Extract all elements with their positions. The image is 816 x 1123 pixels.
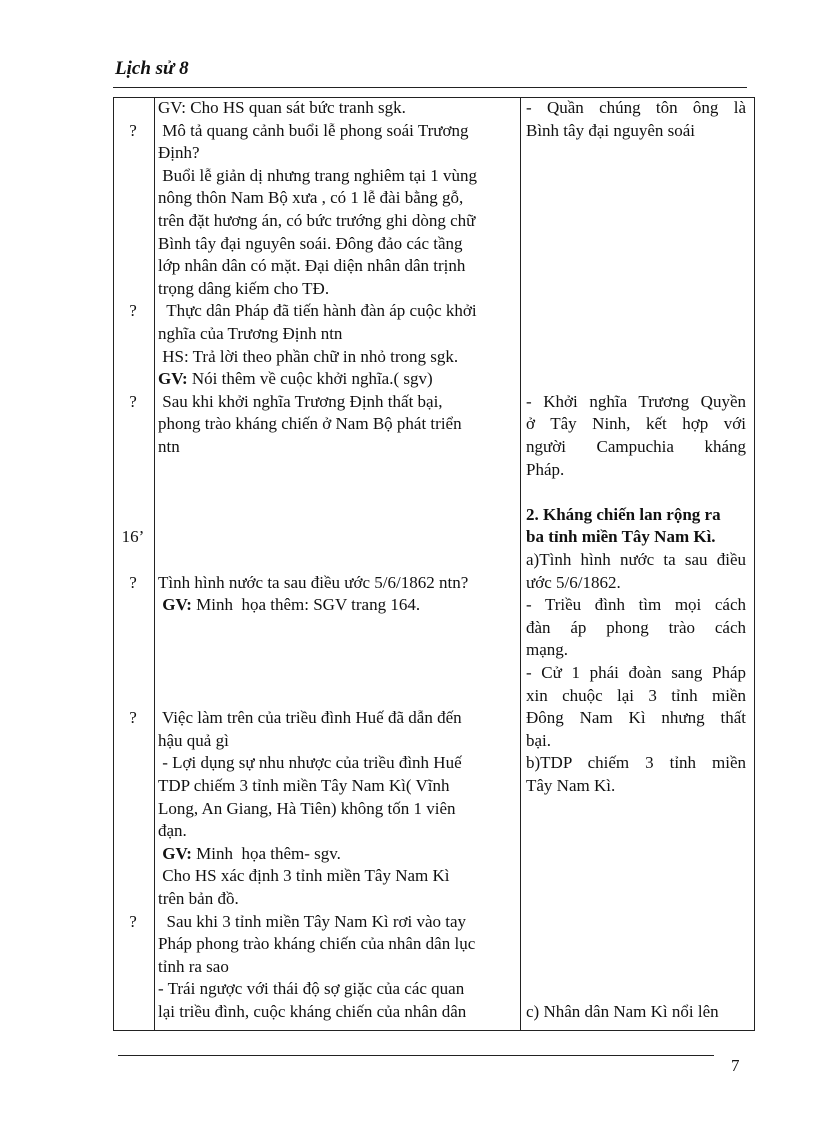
middle-line: TDP chiếm 3 tỉnh miền Tây Nam Kì( Vĩnh [158,776,450,795]
right-line: b)TDP chiếm 3 tỉnh miền [526,753,746,773]
middle-line: nông thôn Nam Bộ xưa , có 1 lễ đài bằng gỗ, [158,188,464,208]
right-line: mạng. [526,640,569,660]
right-line: - Cử 1 phái đoàn sang Pháp [526,663,746,682]
footer-rule [118,1055,714,1056]
middle-line: Cho HS xác định 3 tỉnh miền Tây Nam Kì [158,866,450,886]
middle-line: Sau khi 3 tỉnh miền Tây Nam Kì rơi vào tay [158,911,467,931]
gv-label: GV: [162,595,192,615]
right-line: bại. [526,730,552,750]
middle-line-rest: Minh họa thêm: SGV trang 164. [191,595,421,615]
middle-line: tỉnh ra sao [158,956,229,976]
middle-line: trên đặt hương án, có bức trướng ghi dòng chữ [158,211,476,230]
middle-line: GV: Cho HS quan sát bức tranh sgk. [158,98,406,117]
row-time: 16’ [121,527,145,547]
middle-line: đạn. [158,821,187,841]
page-number: 7 [731,1056,740,1075]
middle-line: phong trào kháng chiến ở Nam Bộ phát triển [158,414,462,434]
column-divider-1 [154,98,155,1030]
right-line: - Khởi nghĩa Trương Quyền [526,391,746,411]
middle-line: Mô tả quang cảnh buổi lễ phong soái Trương [158,120,469,140]
right-line: ước 5/6/1862. [526,572,621,592]
middle-line: lớp nhân dân có mặt. Đại diện nhân dân trịnh [158,256,466,276]
middle-line: trọng dâng kiếm cho TĐ. [158,278,330,298]
middle-line: Pháp phong trào kháng chiến của nhân dân lục [158,934,476,954]
middle-line: Bình tây đại nguyên soái. Đông đảo các tầng [158,233,463,253]
right-line: ba tỉnh miền Tây Nam Kì. [526,527,716,547]
middle-line-rest: Nói thêm về cuộc khởi nghĩa.( sgv) [187,369,433,389]
middle-line: Thực dân Pháp đã tiến hành đàn áp cuộc khởi [158,301,477,321]
question-mark: ? [129,120,137,140]
question-mark: ? [129,911,137,931]
right-line: - Quần chúng tôn ông là [526,98,746,117]
right-line: Pháp. [526,459,565,479]
right-line: Bình tây đại nguyên soái [526,120,696,140]
right-line: đàn áp phong trào cách [526,617,746,637]
middle-line: trên bản đồ. [158,889,239,908]
right-line: a)Tình hình nước ta sau điều [526,550,746,569]
middle-line: Tình hình nước ta sau điều ước 5/6/1862 ntn? [158,572,469,592]
question-mark: ? [129,301,137,321]
middle-line: nghĩa của Trương Định ntn [158,324,343,343]
middle-line [158,368,433,391]
middle-line: Sau khi khởi nghĩa Trương Định thất bại, [158,391,443,411]
column-divider-2 [520,98,521,1030]
middle-line: Buổi lễ giản dị nhưng trang nghiêm tại 1 vùng [158,165,477,185]
middle-line: Định? [158,143,200,163]
question-mark: ? [129,708,137,728]
middle-line-rest: Minh họa thêm- sgv. [191,843,341,863]
gv-label: GV: [158,369,188,389]
right-line: - Triều đình tìm mọi cách [526,595,746,615]
page-header-title: Lịch sử 8 [115,58,189,79]
middle-line: Việc làm trên của triều đình Huế đã dẫn đến [158,708,462,728]
middle-line: HS: Trả lời theo phần chữ in nhỏ trong sgk. [158,346,459,366]
middle-line [158,594,420,617]
middle-line: ntn [158,437,180,456]
middle-line: hậu quả gì [158,730,229,750]
gv-label: GV: [162,843,192,863]
right-line: Đông Nam Kì nhưng thất [526,708,746,728]
right-line: 2. Kháng chiến lan rộng ra [526,504,721,524]
middle-line: Long, An Giang, Hà Tiên) không tốn 1 viên [158,798,456,818]
middle-line [158,843,341,866]
middle-line: - Trái ngược với thái độ sợ giặc của các quan [158,979,465,999]
right-line: Tây Nam Kì. [526,776,616,795]
right-line: người Campuchia kháng [526,437,746,456]
right-line: c) Nhân dân Nam Kì nổi lên [526,1002,719,1021]
right-line: xin chuộc lại 3 tỉnh miền [526,685,746,705]
middle-line: - Lợi dụng sự nhu nhược của triều đình Huế [158,753,462,773]
header-rule [113,87,747,88]
right-line: ở Tây Ninh, kết hợp với [526,414,746,434]
question-mark: ? [129,391,137,411]
middle-line: lại triều đình, cuộc kháng chiến của nhân dân [158,1002,467,1021]
question-mark: ? [129,572,137,592]
